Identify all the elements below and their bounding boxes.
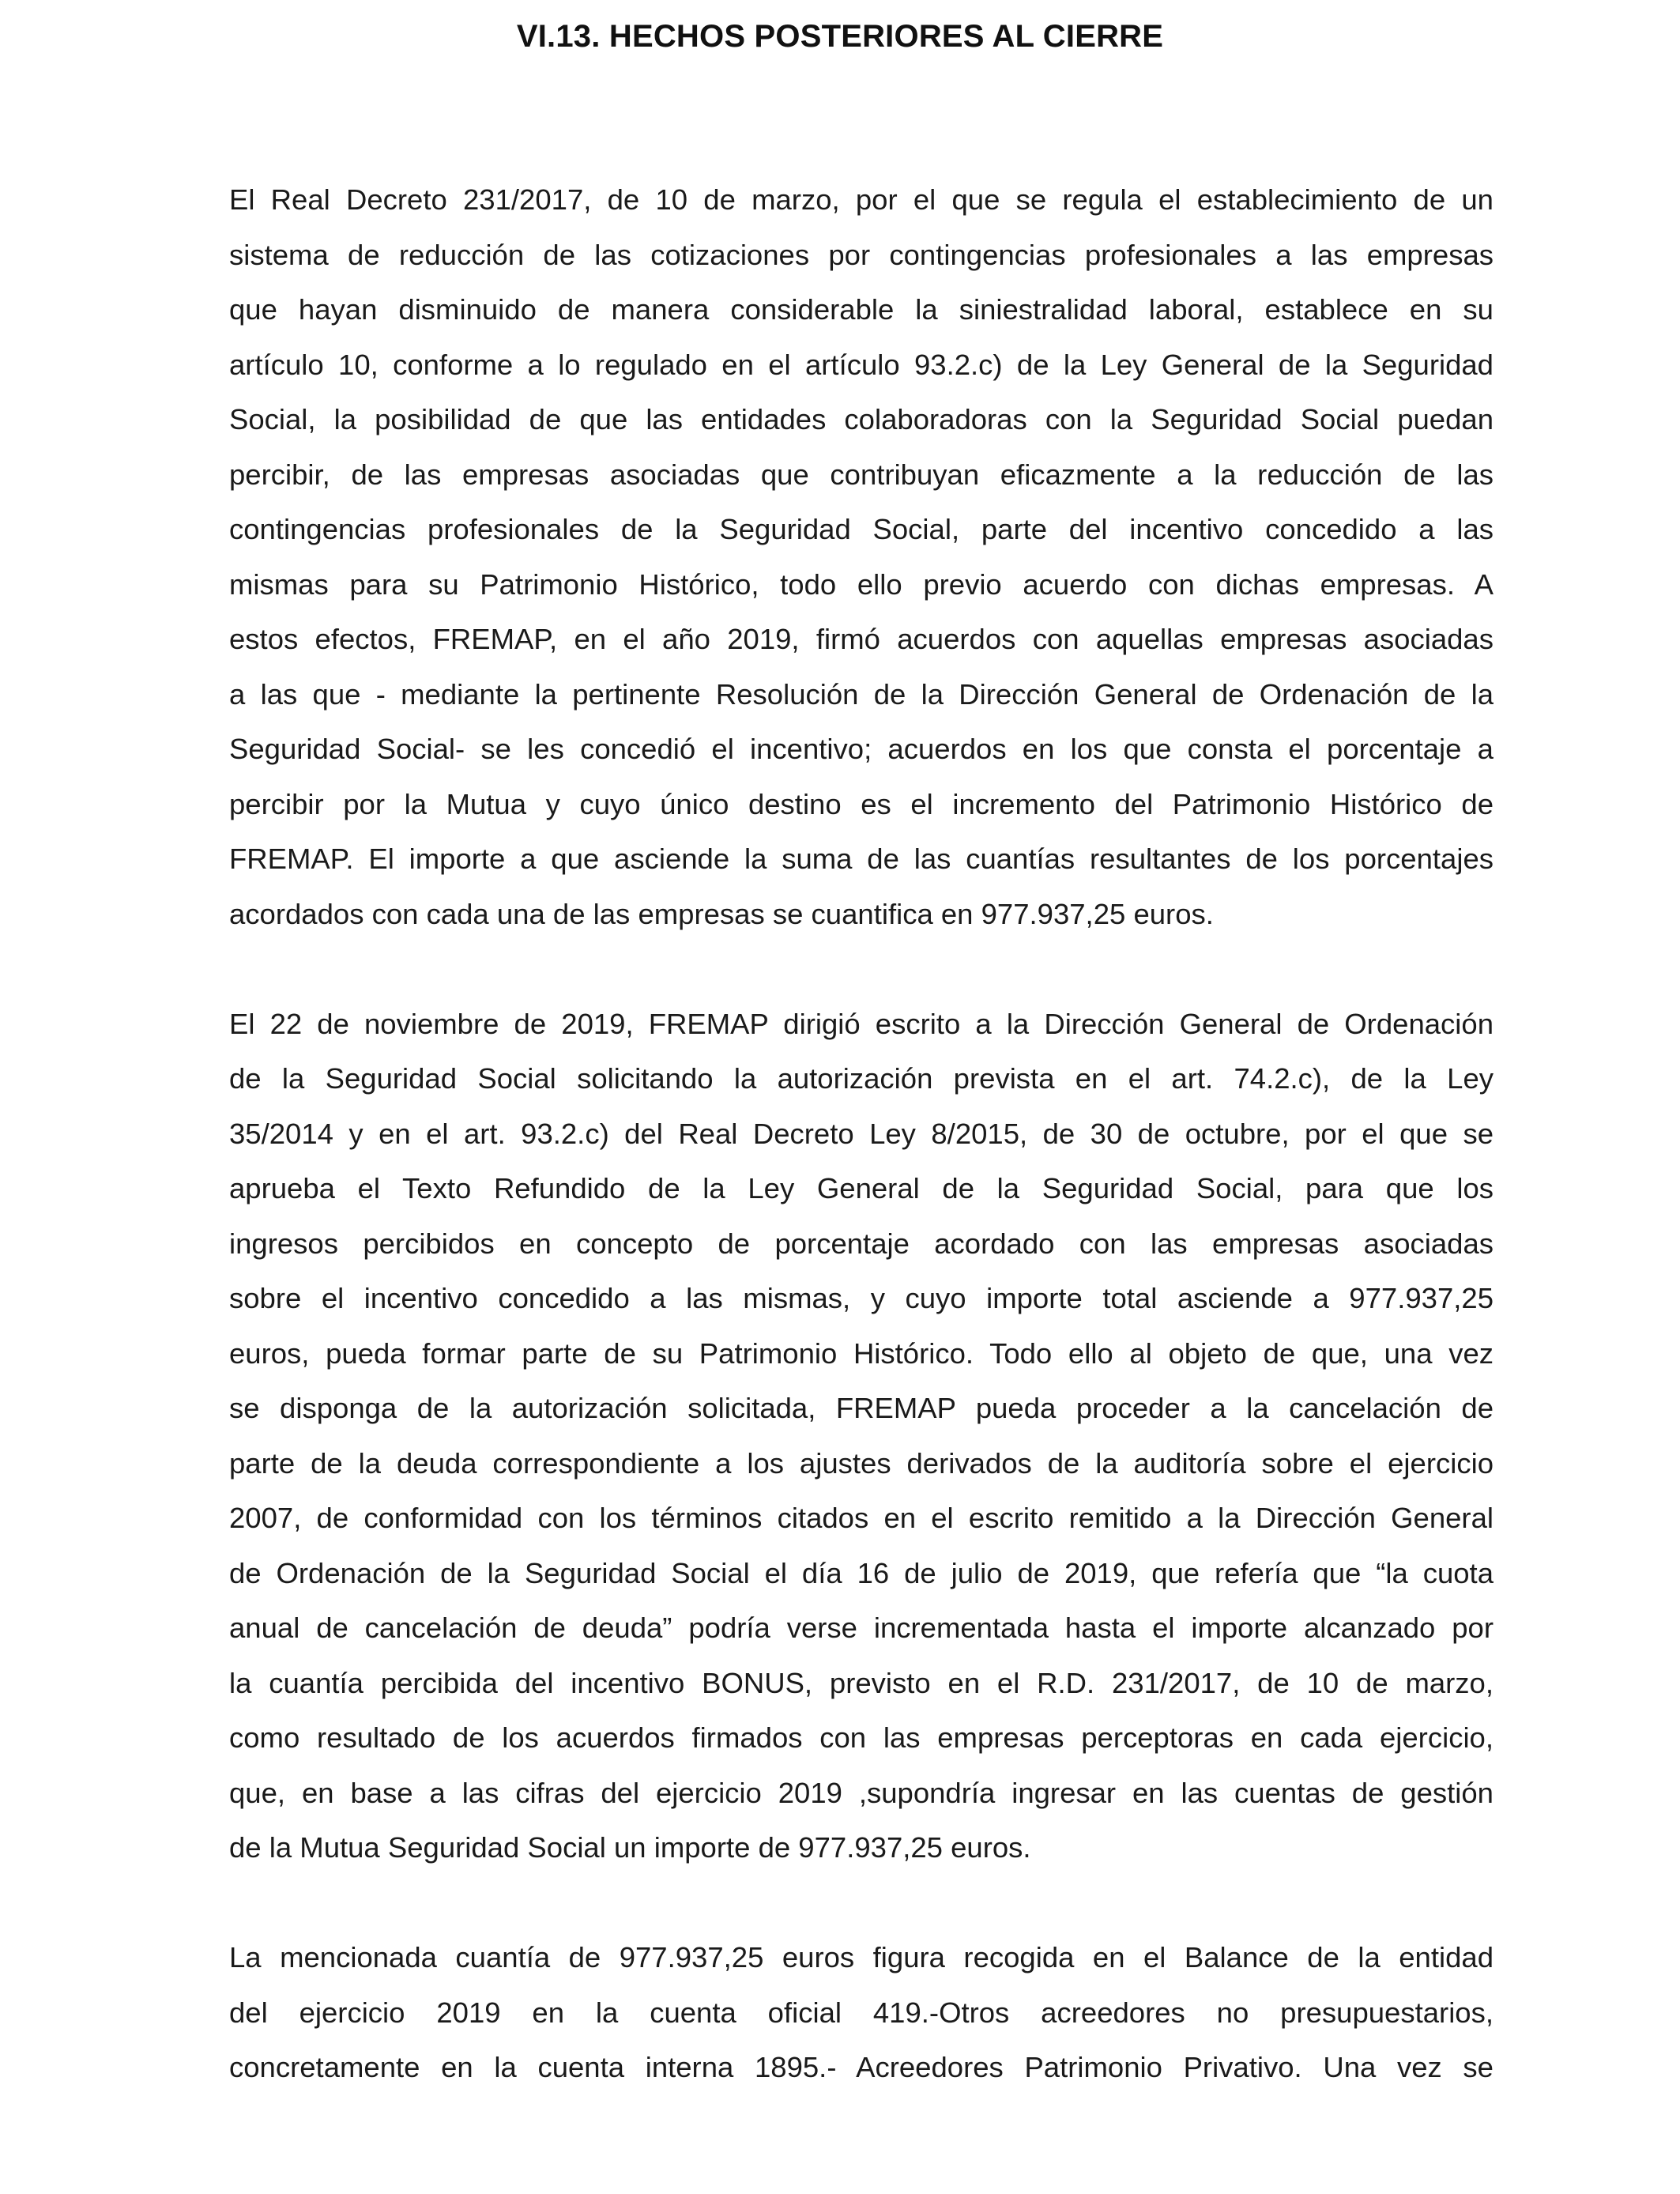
text-line: FREMAP. El importe a que asciende la suma de las cuantías resultantes de los porcentajes bbox=[229, 843, 1494, 875]
paragraph-2 bbox=[229, 997, 1494, 1875]
text-line: de la Seguridad Social solicitando la autorización prevista en el art. 74.2.c), de la Ley bbox=[229, 1062, 1494, 1095]
text-line: sobre el incentivo concedido a las mismas, y cuyo importe total asciende a 977.937,25 bbox=[229, 1282, 1494, 1314]
section-heading: VI.13. HECHOS POSTERIORES AL CIERRE bbox=[516, 19, 1164, 54]
text-line: de la Mutua Seguridad Social un importe de 977.937,25 euros. bbox=[229, 1831, 1031, 1864]
text-line: Social, la posibilidad de que las entidades colaboradoras con la Seguridad Social puedan bbox=[229, 403, 1494, 435]
text-line: artículo 10, conforme a lo regulado en el artículo 93.2.c) de la Ley General de la Seguridad bbox=[229, 348, 1494, 381]
text-line: El 22 de noviembre de 2019, FREMAP dirigió escrito a la Dirección General de Ordenación bbox=[229, 1007, 1494, 1040]
text-line: del ejercicio 2019 en la cuenta oficial 419.-Otros acreedores no presupuestarios, bbox=[229, 1996, 1494, 2029]
paragraph-1 bbox=[229, 172, 1494, 941]
text-line: concretamente en la cuenta interna 1895.- Acreedores Patrimonio Privativo. Una vez se bbox=[229, 2051, 1494, 2083]
paragraph-3 bbox=[229, 1930, 1494, 2095]
text-line: percibir, de las empresas asociadas que contribuyan eficazmente a la reducción de las bbox=[229, 458, 1494, 491]
text-line: aprueba el Texto Refundido de la Ley General de la Seguridad Social, para que los bbox=[229, 1172, 1494, 1204]
text-line: 35/2014 y en el art. 93.2.c) del Real Decreto Ley 8/2015, de 30 de octubre, por el que se bbox=[229, 1117, 1494, 1150]
text-line: acordados con cada una de las empresas se cuantifica en 977.937,25 euros. bbox=[229, 897, 1214, 930]
text-line: estos efectos, FREMAP, en el año 2019, firmó acuerdos con aquellas empresas asociadas bbox=[229, 623, 1494, 655]
text-line: a las que - mediante la pertinente Resolución de la Dirección General de Ordenación de la bbox=[229, 677, 1494, 711]
text-line: La mencionada cuantía de 977.937,25 euros figura recogida en el Balance de la entidad bbox=[229, 1941, 1494, 1973]
text-line: de Ordenación de la Seguridad Social el día 16 de julio de 2019, que refería que “la cuota bbox=[229, 1556, 1494, 1589]
text-line: ingresos percibidos en concepto de porcentaje acordado con las empresas asociadas bbox=[229, 1227, 1494, 1260]
text-line: mismas para su Patrimonio Histórico, todo ello previo acuerdo con dichas empresas. A bbox=[229, 567, 1494, 601]
text-line: la cuantía percibida del incentivo BONUS, previsto en el R.D. 231/2017, de 10 de marzo, bbox=[229, 1666, 1494, 1699]
text-line: como resultado de los acuerdos firmados con las empresas perceptoras en cada ejercicio, bbox=[229, 1721, 1494, 1754]
text-line: se disponga de la autorización solicitada, FREMAP pueda proceder a la cancelación de bbox=[229, 1392, 1494, 1424]
text-line: Seguridad Social- se les concedió el incentivo; acuerdos en los que consta el porcentaje a bbox=[229, 733, 1494, 765]
text-line: parte de la deuda correspondiente a los ajustes derivados de la auditoría sobre el ejercicio bbox=[229, 1446, 1494, 1480]
text-line: contingencias profesionales de la Seguridad Social, parte del incentivo concedido a las bbox=[229, 513, 1494, 545]
text-line: que, en base a las cifras del ejercicio 2019 ,supondría ingresar en las cuentas de gestión bbox=[229, 1776, 1494, 1809]
text-line: sistema de reducción de las cotizaciones por contingencias profesionales a las empresas bbox=[229, 238, 1494, 271]
text-line: percibir por la Mutua y cuyo único destino es el incremento del Patrimonio Histórico de bbox=[229, 787, 1494, 820]
text-line: anual de cancelación de deuda” podría verse incrementada hasta el importe alcanzado por bbox=[229, 1612, 1494, 1644]
document-body bbox=[229, 172, 1494, 2095]
text-line: euros, pueda formar parte de su Patrimonio Histórico. Todo ello al objeto de que, una vez bbox=[229, 1336, 1494, 1370]
text-line: 2007, de conformidad con los términos citados en el escrito remitido a la Dirección General bbox=[229, 1502, 1494, 1534]
text-line: que hayan disminuido de manera considerable la siniestralidad laboral, establece en su bbox=[229, 293, 1494, 326]
text-line: El Real Decreto 231/2017, de 10 de marzo, por el que se regula el establecimiento de un bbox=[229, 183, 1494, 216]
